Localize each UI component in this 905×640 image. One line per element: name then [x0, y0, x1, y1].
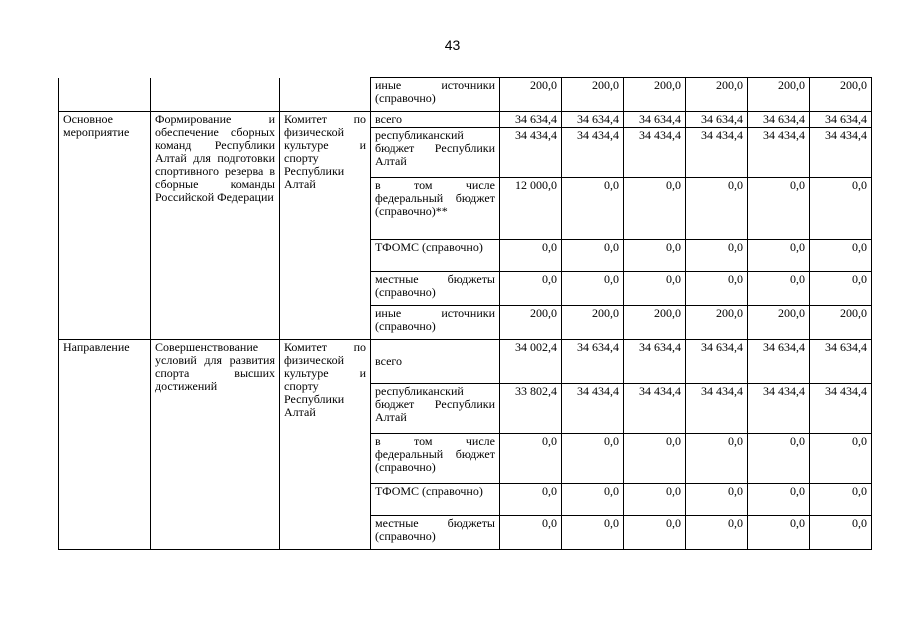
value-cell: 0,0 [624, 178, 686, 240]
source-cell: иные источники (справочно) [371, 78, 500, 112]
executor-cell [280, 78, 371, 112]
value-cell: 34 634,4 [748, 112, 810, 128]
value-cell: 0,0 [810, 484, 872, 516]
value-cell: 0,0 [562, 240, 624, 272]
value-cell: 0,0 [500, 240, 562, 272]
source-cell: всего [371, 340, 500, 384]
value-cell: 0,0 [810, 272, 872, 306]
value-cell: 0,0 [624, 434, 686, 484]
value-cell: 34 634,4 [810, 340, 872, 384]
page-number: 43 [444, 37, 461, 53]
category-cell: Основное мероприятие [59, 112, 151, 340]
value-cell: 200,0 [500, 306, 562, 340]
value-cell: 0,0 [686, 484, 748, 516]
value-cell: 0,0 [686, 178, 748, 240]
value-cell: 200,0 [624, 306, 686, 340]
category-cell: Направление [59, 340, 151, 550]
value-cell: 0,0 [562, 516, 624, 550]
description-cell: Формирование и обеспечение сборных команд Республики Алтай для подготовки спортивного резерва в сборные команды Российской Федерации [151, 112, 280, 340]
value-cell: 0,0 [562, 178, 624, 240]
table-row [59, 78, 872, 112]
budget-table [58, 77, 872, 550]
value-cell: 0,0 [748, 434, 810, 484]
value-cell: 0,0 [562, 484, 624, 516]
category-cell [59, 78, 151, 112]
value-cell: 34 434,4 [624, 128, 686, 178]
value-cell: 34 434,4 [562, 384, 624, 434]
value-cell: 0,0 [748, 272, 810, 306]
value-cell: 0,0 [624, 272, 686, 306]
value-cell: 0,0 [810, 516, 872, 550]
value-cell: 12 000,0 [500, 178, 562, 240]
value-cell: 34 434,4 [748, 128, 810, 178]
value-cell: 0,0 [624, 240, 686, 272]
value-cell: 200,0 [686, 78, 748, 112]
source-cell: ТФОМС (справочно) [371, 240, 500, 272]
value-cell: 200,0 [624, 78, 686, 112]
value-cell: 33 802,4 [500, 384, 562, 434]
value-cell: 200,0 [562, 306, 624, 340]
executor-cell: Комитет по физической культуре и спорту Республики Алтай [280, 112, 371, 340]
value-cell: 34 434,4 [686, 128, 748, 178]
table-row [59, 340, 872, 384]
value-cell: 34 634,4 [686, 112, 748, 128]
value-cell: 0,0 [686, 516, 748, 550]
source-cell: в том числе федеральный бюджет (справочно) [371, 434, 500, 484]
value-cell: 0,0 [810, 434, 872, 484]
value-cell: 34 634,4 [562, 340, 624, 384]
source-cell: иные источники (справочно) [371, 306, 500, 340]
value-cell: 34 634,4 [500, 112, 562, 128]
value-cell: 0,0 [748, 516, 810, 550]
value-cell: 0,0 [562, 434, 624, 484]
value-cell: 0,0 [748, 240, 810, 272]
value-cell: 34 434,4 [500, 128, 562, 178]
value-cell: 34 434,4 [562, 128, 624, 178]
value-cell: 34 434,4 [810, 128, 872, 178]
description-cell: Совершенствование условий для развития спорта высших достижений [151, 340, 280, 550]
value-cell: 200,0 [748, 78, 810, 112]
value-cell: 0,0 [748, 484, 810, 516]
value-cell: 200,0 [562, 78, 624, 112]
executor-cell: Комитет по физической культуре и спорту Республики Алтай [280, 340, 371, 550]
value-cell: 34 434,4 [624, 384, 686, 434]
value-cell: 0,0 [500, 434, 562, 484]
source-cell: республиканский бюджет Республики Алтай [371, 384, 500, 434]
value-cell: 34 434,4 [748, 384, 810, 434]
value-cell: 34 634,4 [624, 340, 686, 384]
value-cell: 200,0 [810, 78, 872, 112]
description-cell [151, 78, 280, 112]
value-cell: 34 434,4 [810, 384, 872, 434]
source-cell: республиканский бюджет Республики Алтай [371, 128, 500, 178]
value-cell: 200,0 [686, 306, 748, 340]
value-cell: 34 634,4 [686, 340, 748, 384]
value-cell: 0,0 [500, 516, 562, 550]
value-cell: 0,0 [686, 272, 748, 306]
value-cell: 34 434,4 [686, 384, 748, 434]
value-cell: 34 634,4 [748, 340, 810, 384]
value-cell: 0,0 [500, 272, 562, 306]
value-cell: 34 002,4 [500, 340, 562, 384]
value-cell: 0,0 [686, 434, 748, 484]
source-cell: местные бюджеты (справочно) [371, 272, 500, 306]
value-cell: 34 634,4 [810, 112, 872, 128]
value-cell: 200,0 [810, 306, 872, 340]
value-cell: 0,0 [810, 240, 872, 272]
value-cell: 0,0 [810, 178, 872, 240]
source-cell: всего [371, 112, 500, 128]
value-cell: 200,0 [748, 306, 810, 340]
source-cell: в том числе федеральный бюджет (справочно)** [371, 178, 500, 240]
value-cell: 34 634,4 [624, 112, 686, 128]
value-cell: 0,0 [624, 516, 686, 550]
value-cell: 0,0 [624, 484, 686, 516]
value-cell: 200,0 [500, 78, 562, 112]
value-cell: 0,0 [562, 272, 624, 306]
value-cell: 34 634,4 [562, 112, 624, 128]
table-row [59, 112, 872, 128]
source-cell: местные бюджеты (справочно) [371, 516, 500, 550]
source-cell: ТФОМС (справочно) [371, 484, 500, 516]
value-cell: 0,0 [500, 484, 562, 516]
value-cell: 0,0 [748, 178, 810, 240]
value-cell: 0,0 [686, 240, 748, 272]
